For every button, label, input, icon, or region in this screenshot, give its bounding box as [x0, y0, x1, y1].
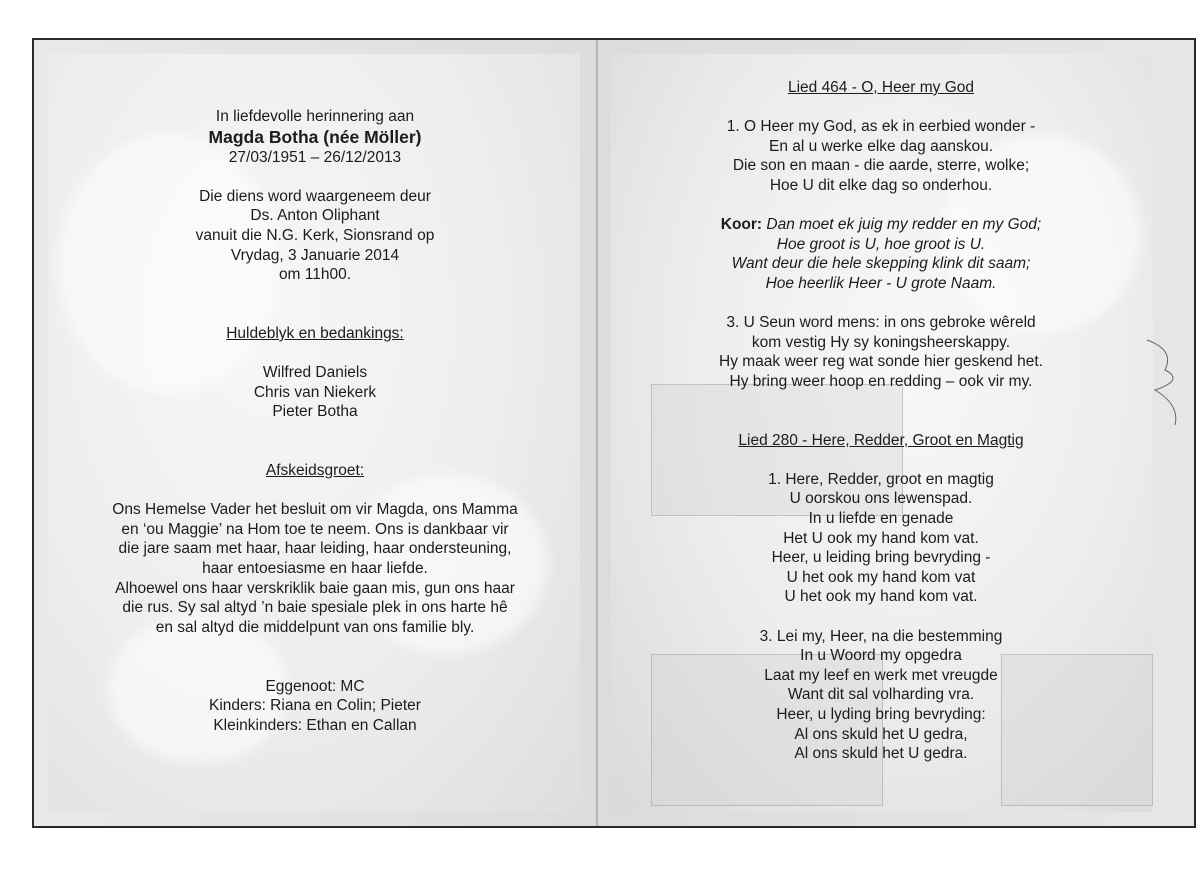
service-line: Die diens word waargeneem deur [199, 187, 431, 205]
tribute-name: Pieter Botha [272, 403, 358, 421]
tribute-name: Wilfred Daniels [262, 364, 368, 382]
farewell-line: die rus. Sy sal altyd ’n baie spesiale plek in ons harte hê [122, 599, 508, 617]
farewell-line: en sal altyd die middelpunt van ons familie bly. [155, 618, 475, 636]
hymn-line: 1. O Heer my God, as ek in eerbied wonder - [726, 118, 1036, 136]
hymn-line: 3. U Seun word mens: in ons gebroke wêreld [726, 314, 1036, 332]
chorus-line: Want deur die hele skepping klink dit saam; [731, 255, 1031, 273]
hymn-line: kom vestig Hy sy koningsheerskappy. [751, 333, 1011, 351]
hymn-line: Want dit sal volharding vra. [787, 686, 975, 704]
hymn-line: Hy bring weer hoop en redding – ook vir my. [729, 372, 1033, 390]
service-line: vanuit die N.G. Kerk, Sionsrand op [195, 226, 435, 244]
service-line: Vrydag, 3 Januarie 2014 [230, 246, 400, 264]
chorus-text: Dan moet ek juig my redder en my God; [766, 216, 1042, 234]
family-line: Kinders: Riana en Colin; Pieter [209, 697, 421, 715]
hymn-280-title: Lied 280 - Here, Redder, Groot en Magtig [738, 431, 1024, 449]
tributes-heading: Huldeblyk en bedankings: [226, 324, 404, 342]
chorus-label: Koor: [720, 216, 763, 234]
family-line: Eggenoot: MC [265, 677, 365, 695]
family-line: Kleinkinders: Ethan en Callan [213, 716, 417, 734]
service-line: Ds. Anton Oliphant [250, 207, 380, 225]
hymn-line: Heer, u lyding bring bevryding: [776, 706, 986, 723]
chorus-line: Hoe groot is U, hoe groot is U. [776, 235, 986, 253]
life-dates: 27/03/1951 – 26/12/2013 [228, 148, 402, 166]
hymn-line: Al ons skuld het U gedra. [794, 745, 968, 763]
hymn-line: Heer, u leiding bring bevryding - [771, 549, 991, 567]
hymn-line: Al ons skuld het U gedra, [794, 725, 968, 743]
hymn-line: 3. Lei my, Heer, na die bestemming [759, 627, 1003, 645]
farewell-line: die jare saam met haar, haar leiding, haar ondersteuning, [118, 540, 512, 558]
hymn-line: 1. Here, Redder, groot en magtig [768, 470, 994, 488]
intro-text: In liefdevolle herinnering aan [215, 108, 415, 125]
hymn-line: In u liefde en genade [808, 510, 954, 528]
hymn-464-title: Lied 464 - O, Heer my God [787, 79, 975, 96]
hymn-line: In u Woord my opgedra [800, 647, 962, 665]
farewell-line: Ons Hemelse Vader het besluit om vir Magda, ons Mamma [112, 501, 518, 519]
right-column [625, 78, 1137, 764]
hymn-line: Hoe U dit elke dag so onderhou. [769, 176, 993, 194]
hymn-line: Hy maak weer reg wat sonde hier geskend het. [719, 353, 1043, 371]
tribute-name: Chris van Niekerk [253, 383, 377, 401]
fold-crease-mark [1145, 330, 1195, 430]
hymn-line: U het ook my hand kom vat. [784, 588, 978, 606]
chorus-line-1 [625, 215, 1137, 235]
farewell-line: Alhoewel ons haar verskriklik baie gaan mis, gun ons haar [115, 579, 515, 597]
left-column [70, 107, 560, 735]
deceased-name: Magda Botha (née Möller) [208, 126, 422, 147]
hymn-line: U het ook my hand kom vat [786, 568, 976, 586]
hymn-line: U oorskou ons lewenspad. [789, 490, 973, 508]
hymn-line: En al u werke elke dag aanskou. [768, 137, 994, 155]
chorus-line: Hoe heerlik Heer - U grote Naam. [765, 274, 997, 292]
farewell-heading: Afskeidsgroet: [265, 462, 365, 480]
hymn-line: Het U ook my hand kom vat. [783, 529, 979, 547]
service-line: om 11h00. [278, 266, 352, 284]
hymn-line: Die son en maan - die aarde, sterre, wolke; [732, 157, 1030, 175]
farewell-line: en ‘ou Maggie’ na Hom toe te neem. Ons is dankbaar vir [121, 520, 509, 538]
page-fold [596, 40, 598, 826]
farewell-line: haar entoesiasme en haar liefde. [202, 560, 428, 578]
hymn-line: Laat my leef en werk met vreugde [764, 666, 998, 684]
